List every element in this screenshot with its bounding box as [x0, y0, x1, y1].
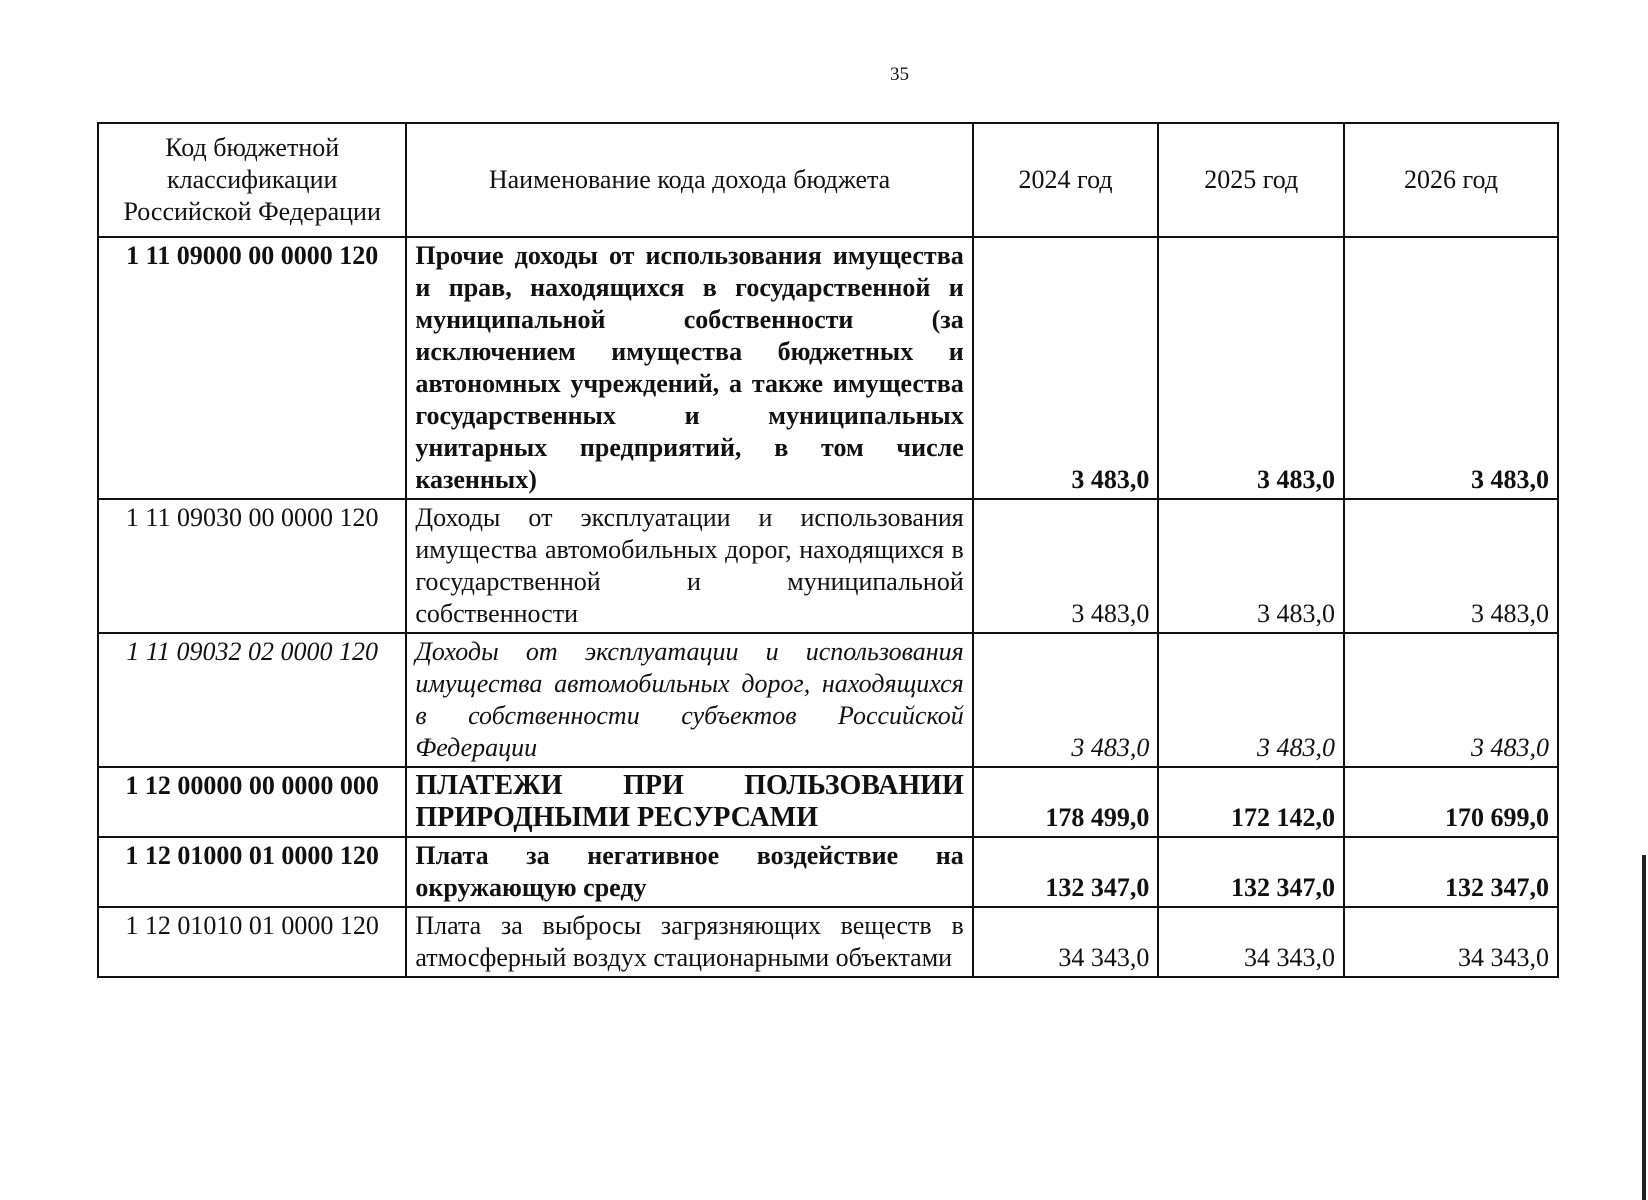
header-name: Наименование кода дохода бюджета: [406, 123, 972, 237]
row-value-2025: 172 142,0: [1158, 767, 1344, 837]
row-value-2026: 3 483,0: [1344, 633, 1558, 767]
row-name: Плата за выбросы загрязняющих веществ в атмосферный воздух стационарными объектами: [406, 907, 972, 977]
header-code: Код бюджетной классификации Российской Федерации: [98, 123, 406, 237]
row-code: 1 11 09000 00 0000 120: [98, 237, 406, 499]
row-value-2026: 3 483,0: [1344, 499, 1558, 633]
row-value-2024: 3 483,0: [973, 633, 1159, 767]
table-row: [98, 837, 1558, 907]
table-row: [98, 907, 1558, 977]
header-2024: 2024 год: [973, 123, 1159, 237]
row-name: ПЛАТЕЖИ ПРИ ПОЛЬЗОВАНИИ ПРИРОДНЫМИ РЕСУРСАМИ: [406, 767, 972, 837]
row-code: 1 11 09032 02 0000 120: [98, 633, 406, 767]
row-code: 1 12 01000 01 0000 120: [98, 837, 406, 907]
header-2026: 2026 год: [1344, 123, 1558, 237]
page-number: 35: [890, 64, 909, 85]
row-value-2024: 178 499,0: [973, 767, 1159, 837]
table-row: [98, 499, 1558, 633]
row-name: Плата за негативное воздействие на окружающую среду: [406, 837, 972, 907]
row-code: 1 11 09030 00 0000 120: [98, 499, 406, 633]
table-header-row: [98, 123, 1558, 237]
row-value-2024: 132 347,0: [973, 837, 1159, 907]
table-row: [98, 237, 1558, 499]
row-value-2025: 132 347,0: [1158, 837, 1344, 907]
row-value-2024: 3 483,0: [973, 237, 1159, 499]
row-value-2026: 170 699,0: [1344, 767, 1558, 837]
row-code: 1 12 00000 00 0000 000: [98, 767, 406, 837]
header-2025: 2025 год: [1158, 123, 1344, 237]
row-name: Доходы от эксплуатации и использования имущества автомобильных дорог, находящихся в собственности субъектов Российской Федерации: [406, 633, 972, 767]
row-name: Доходы от эксплуатации и использования имущества автомобильных дорог, находящихся в государственной и муниципальной собственности: [406, 499, 972, 633]
row-value-2025: 3 483,0: [1158, 499, 1344, 633]
row-value-2024: 34 343,0: [973, 907, 1159, 977]
row-code: 1 12 01010 01 0000 120: [98, 907, 406, 977]
row-value-2026: 34 343,0: [1344, 907, 1558, 977]
row-value-2026: 132 347,0: [1344, 837, 1558, 907]
row-value-2026: 3 483,0: [1344, 237, 1558, 499]
row-value-2025: 3 483,0: [1158, 237, 1344, 499]
row-value-2024: 3 483,0: [973, 499, 1159, 633]
table-row: [98, 767, 1558, 837]
budget-revenue-table: [97, 122, 1559, 978]
row-name: Прочие доходы от использования имущества и прав, находящихся в государственной и муниципальной собственности (за исключением имущества бюджетных и автономных учреждений, а также имущества государственных и муниципальных унитарных предприятий, в том числе казенных): [406, 237, 972, 499]
row-value-2025: 3 483,0: [1158, 633, 1344, 767]
table-row: [98, 633, 1558, 767]
scan-edge-mark: [1642, 855, 1646, 1200]
row-value-2025: 34 343,0: [1158, 907, 1344, 977]
